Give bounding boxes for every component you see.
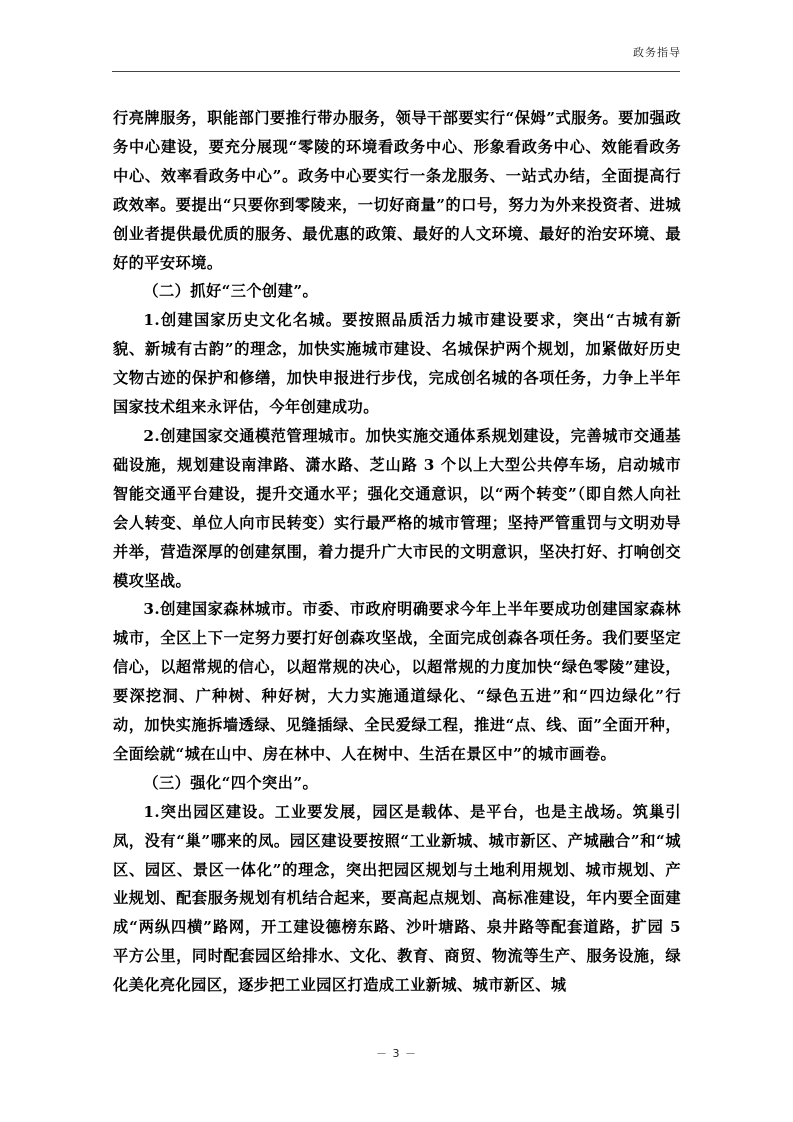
paragraph-item-1: 1.创建国家历史文化名城。要按照品质活力城市建设要求，突出“古城有新貌、新城有古韵”的理念，加快实施城市建设、名城保护两个规划，加紧做好历史文物古迹的保护和修缮，加快申报进行步伐，完成创名城的各项任务，力争上半年国家技术组来永评估，今年创建成功。 — [113, 311, 681, 417]
section-heading-3: （三）强化“四个突出”。 — [143, 773, 319, 792]
paragraph-item-4: 1.突出园区建设。工业要发展，园区是载体、是平台，也是主战场。筑巢引凤，没有“巢”哪来的凤。园区建设要按照“工业新城、城市新区、产城融合”和“城区、园区、景区一体化”的理念，突出把园区规划与土地利用规划、城市规划、产业规划、配套服务规划有机结合起来，要高起点规划、高标准建设，年内要全面建成“两纵四横”路网，开工建设德榜东路、沙叶塘路、泉井路等配套道路，扩园 5 平方公里，同时配套园区给排水、文化、教育、商贸、物流等生产、服务设施，绿化美化亮化园区，逐步把工业园区打造成工业新城、城市新区、城 — [113, 802, 681, 995]
section-heading-2: （二）抓好“三个创建”。 — [143, 282, 319, 301]
header-divider — [112, 71, 680, 72]
paragraph-item-3: 3.创建国家森林城市。市委、市政府明确要求今年上半年要成功创建国家森林城市，全区上下一定努力要打好创森攻坚战，全面完成创森各项任务。我们要坚定信心，以超常规的信心，以超常规的决心，以超常规的力度加快“绿色零陵”建设，要深挖洞、广种树、种好树，大力实施通道绿化、“绿色五进”和“四边绿化”行动，加快实施拆墙透绿、见缝插绿、全民爱绿工程，推进“点、线、面”全面开种，全面绘就“城在山中、房在林中、人在树中、生活在景区中”的城市画卷。 — [113, 600, 681, 763]
page-number: － 3 － — [376, 1047, 417, 1060]
paragraph-continuation: 行亮牌服务，职能部门要推行带办服务，领导干部要实行“保姆”式服务。要加强政务中心建设，要充分展现“零陵的环境看政务中心、形象看政务中心、效能看政务中心、效率看政务中心”。政务中心要实行一条龙服务、一站式办结，全面提高行政效率。要提出“只要你到零陵来，一切好商量”的口号，努力为外来投资者、进城创业者提供最优质的服务、最优惠的政策、最好的人文环境、最好的治安环境、最好的平安环境。 — [113, 109, 681, 272]
document-body — [113, 104, 681, 1000]
paragraph-item-2: 2.创建国家交通模范管理城市。加快实施交通体系规划建设，完善城市交通基础设施，规划建设南津路、潇水路、芝山路 3 个以上大型公共停车场，启动城市智能交通平台建设，提升交通水平；强化交通意识，以“两个转变”（即自然人向社会人转变、单位人向市民转变）实行最严格的城市管理；坚持严管重罚与文明劝导并举，营造深厚的创建氛围，着力提升广大市民的文明意识，坚决打好、打响创交模攻坚战。 — [113, 426, 681, 590]
running-header: 政务指导 — [633, 46, 681, 59]
